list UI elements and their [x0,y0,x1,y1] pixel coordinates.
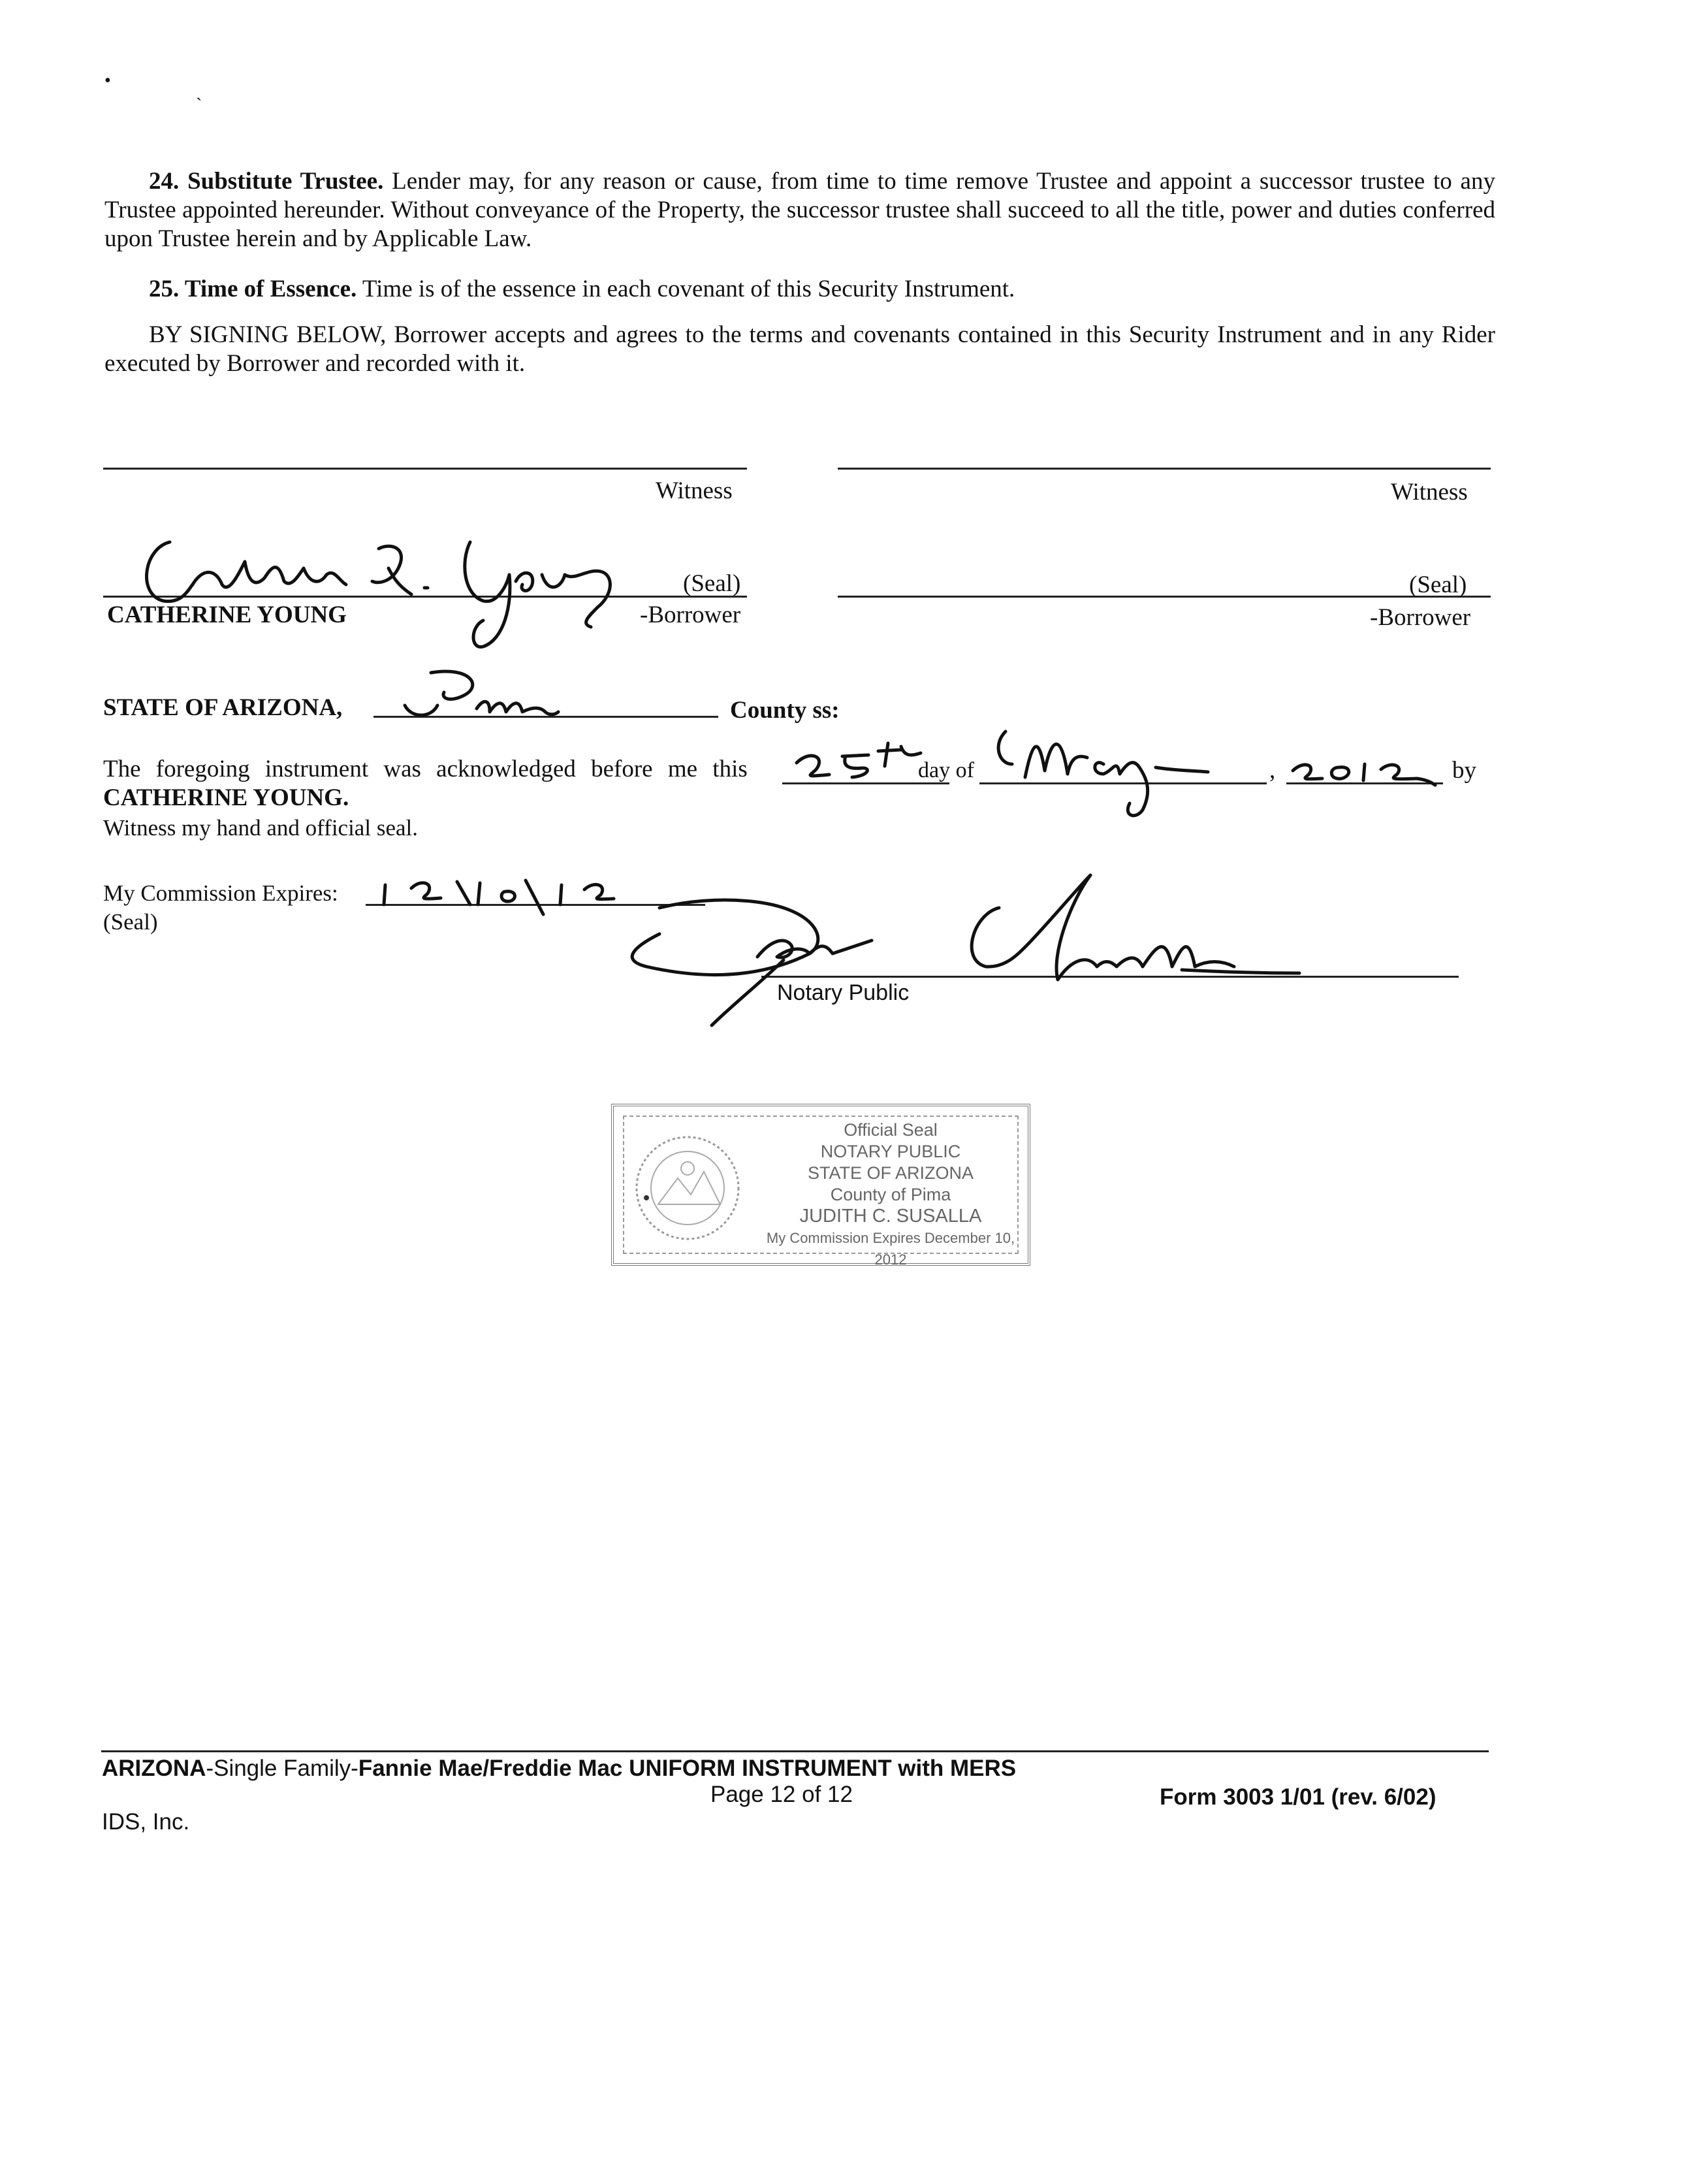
stamp-line: STATE OF ARIZONA [807,1163,974,1183]
official-seal-stamp [611,1104,1030,1266]
acknowledgement-text: The foregoing instrument was acknowledged before me this [103,756,748,782]
footer-title [102,1756,1016,1782]
state-emblem-icon [632,1132,743,1244]
witness-hand-seal: Witness my hand and official seal. [103,815,418,841]
notary-public-label: Notary Public [777,980,910,1005]
seal-label: (Seal) [103,909,158,935]
section-24-text: Lender may, for any reason or cause, from time to time remove Trustee and appoint a successor trustee to any Trustee appointed hereunder. Without conveyance of the Property, the successor trustee shall succeed to all the title, power and duties conferred upon Trustee herein and by Applicable Law. [104,168,1495,252]
borrower-signature-line-right [838,596,1491,598]
borrower-role-right: -Borrower [1370,604,1471,631]
notary-signature [620,862,1312,1032]
comma: , [1269,757,1276,784]
borrower-name: CATHERINE YOUNG [107,602,347,628]
stamp-line: My Commission Expires December 10, 2012 [766,1230,1015,1268]
svg-text:May: May [986,718,987,719]
acknowledged-name: CATHERINE YOUNG. [103,784,349,811]
by-label: by [1452,757,1476,784]
commission-handwritten [372,869,646,927]
section-25-title: 25. Time of Essence. [149,276,357,302]
borrower-seal-right: (Seal) [1409,571,1467,598]
borrower-role-left: -Borrower [640,602,741,628]
notary-state: STATE OF ARIZONA, [103,694,343,721]
section-24 [104,167,1495,253]
commission-label: My Commission Expires: [103,880,338,906]
footer-instrument: Fannie Mae/Freddie Mac UNIFORM INSTRUMENT with MERS [358,1756,1017,1781]
witness-label-left: Witness [656,477,733,504]
stamp-text [764,1119,1017,1270]
svg-text:2012: 2012 [1286,751,1288,752]
stamp-line: Official Seal [844,1120,938,1140]
stamp-line: JUDITH C. SUSALLA [799,1206,982,1227]
county-label: County ss: [730,697,840,724]
year-handwritten [1286,751,1456,790]
stamp-line: NOTARY PUBLIC [820,1142,961,1161]
section-25-text: Time is of the essence in each covenant of this Security Instrument. [357,276,1015,302]
section-24-title: 24. Substitute Trustee. [149,168,384,195]
footer-rule [101,1750,1489,1752]
witness-line-right [838,468,1491,470]
section-25 [104,275,1495,304]
footer-vendor: IDS, Inc. [102,1809,190,1835]
footer-form: Form 3003 1/01 (rev. 6/02) [1160,1784,1436,1810]
footer-separator: -Single Family- [206,1756,358,1781]
footer-page: Page 12 of 12 [710,1782,853,1807]
footer-state: ARIZONA [102,1756,206,1781]
signing-statement: BY SIGNING BELOW, Borrower accepts and agrees to the terms and covenants contained in this Security Instrument and in any Rider executed by Borrower and recorded with it. [104,321,1495,377]
stamp-line: County of Pima [830,1185,951,1204]
scan-mark: • [104,71,111,91]
month-handwritten [986,718,1234,829]
day-label: day of [918,758,974,782]
county-handwritten [392,660,562,725]
witness-line-left [103,468,747,470]
borrower-signature [131,522,640,653]
borrower-seal-left: (Seal) [683,570,741,597]
witness-label-right: Witness [1391,479,1468,506]
scan-mark: ˏ [196,81,202,101]
